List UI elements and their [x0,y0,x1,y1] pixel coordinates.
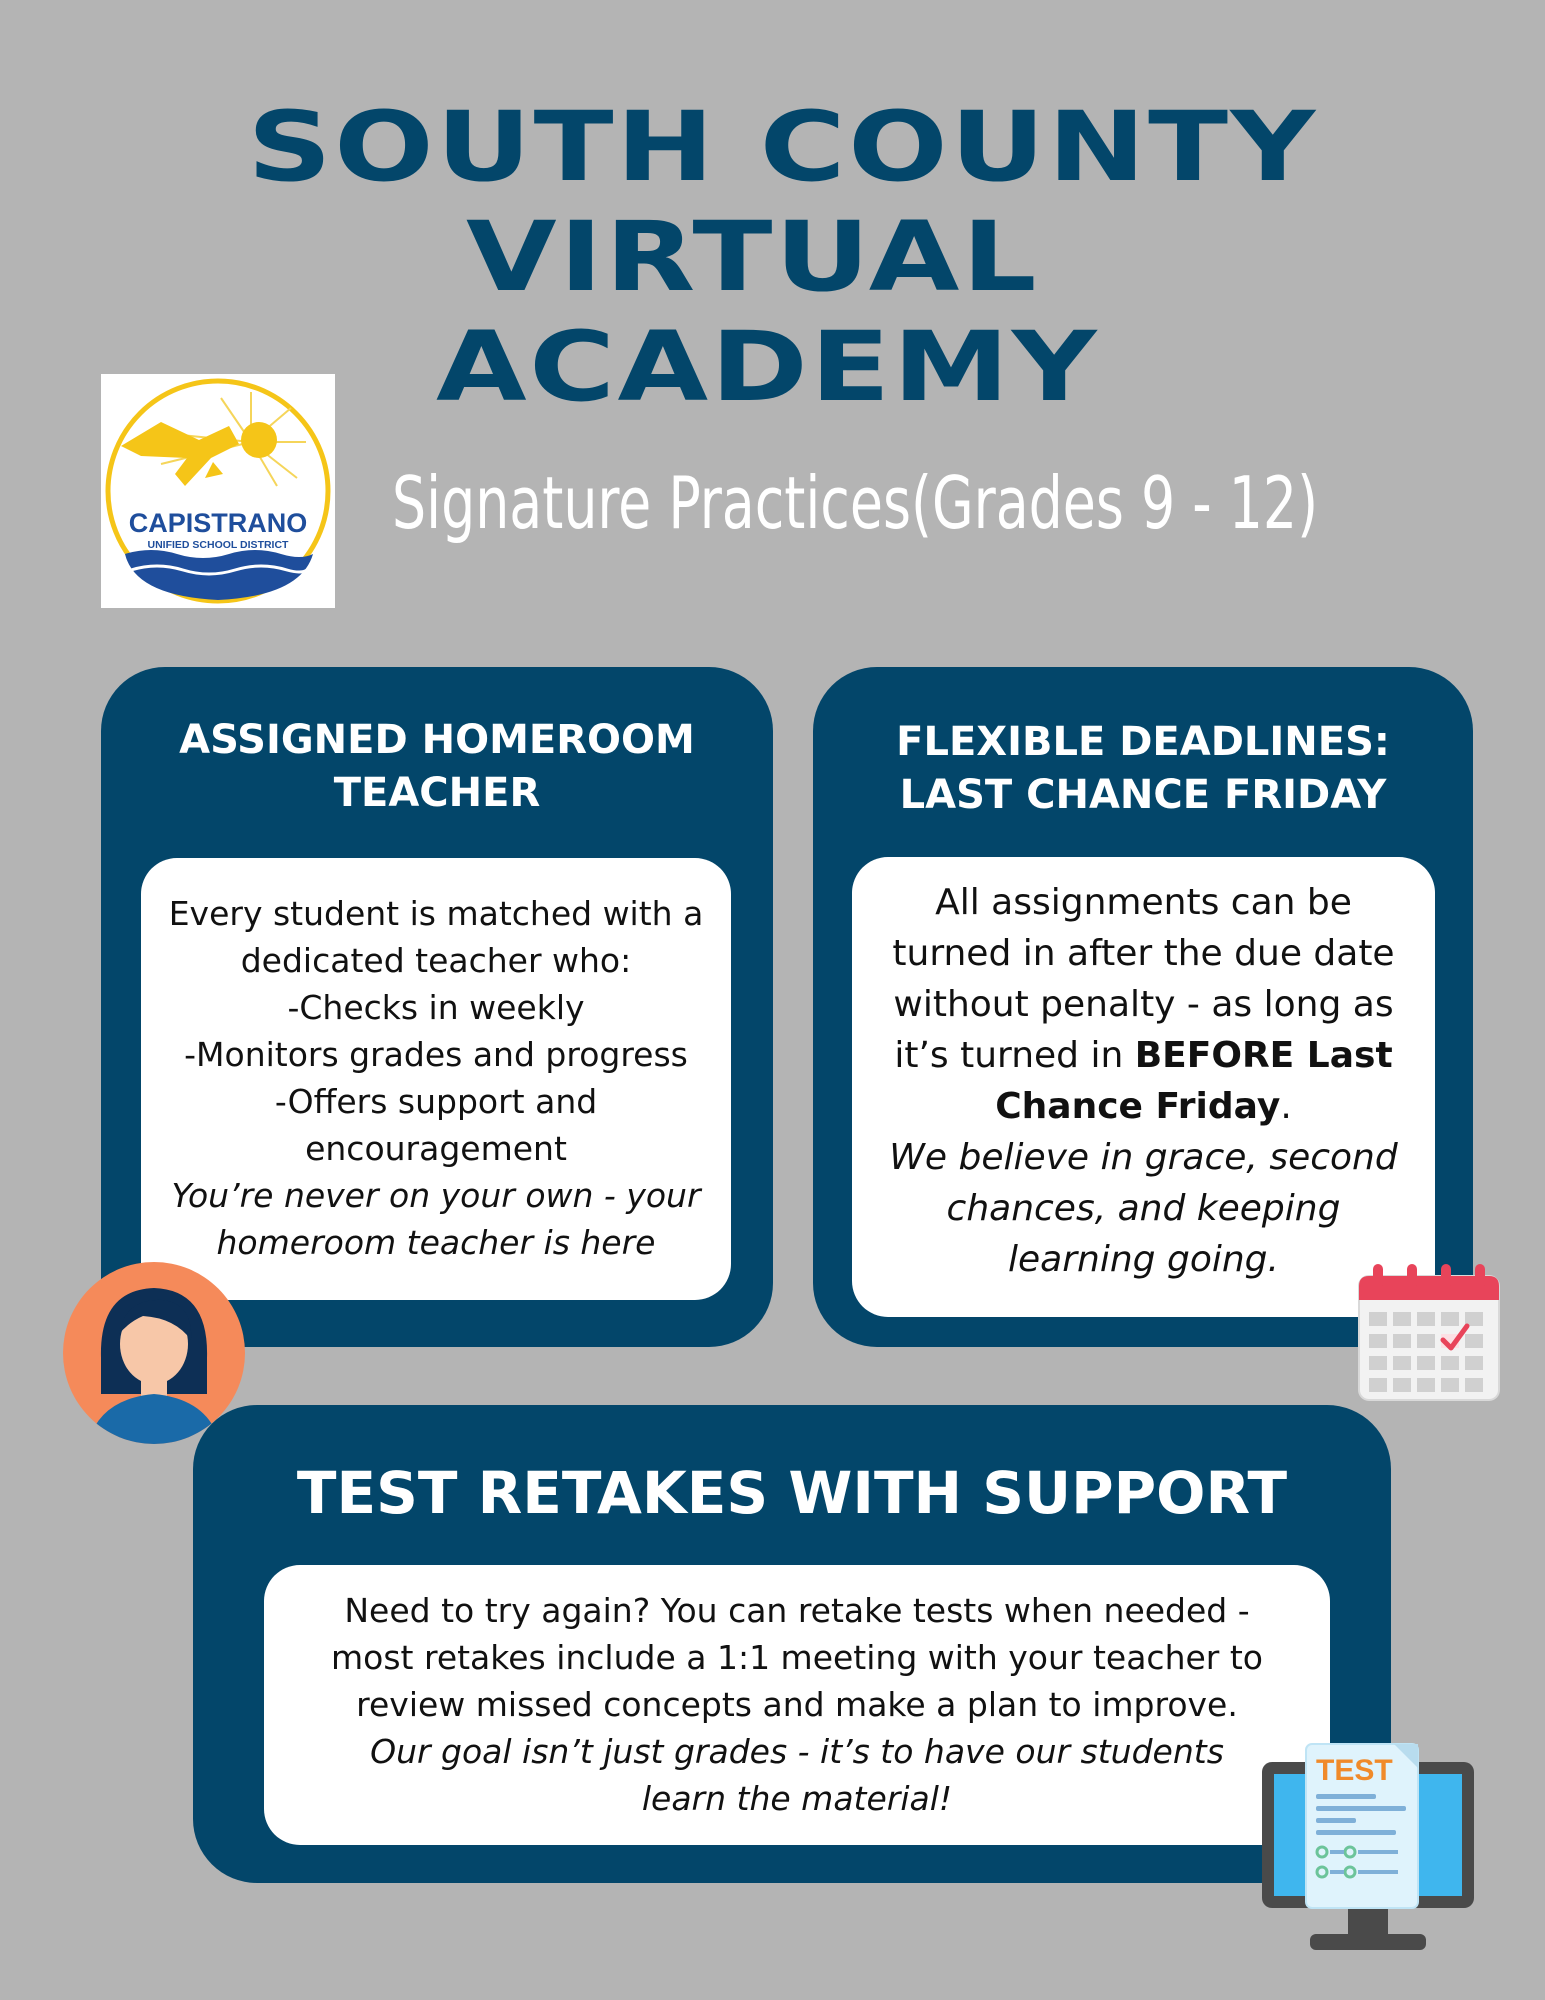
homeroom-card [141,858,731,1300]
test-monitor-icon [1258,1738,1478,1956]
homeroom-line: -Monitors grades and progress [184,1035,688,1074]
retakes-italic-line: learn the material! [641,1779,953,1818]
deadlines-card [852,857,1435,1317]
capistrano-logo [101,374,335,608]
title-line-1: SOUTH COUNTY [247,91,1318,203]
title-line-3: ACADEMY [436,311,1099,423]
test-label: TEST [1316,1754,1393,1787]
subtitle: Signature Practices(Grades 9 - 12) [392,461,1319,545]
bird-sun-logo [101,374,335,608]
homeroom-line: encouragement [305,1129,567,1168]
deadlines-line4-prefix: it’s turned in [894,1035,1135,1076]
deadlines-line5-suffix: . [1280,1086,1292,1127]
deadlines-line-4 [852,1030,1435,1081]
deadlines-italic-line: learning going. [1008,1239,1279,1280]
teacher-avatar-icon [63,1262,245,1444]
deadlines-italic-line: chances, and keeping [946,1188,1341,1229]
deadlines-italic-line: We believe in grace, second [889,1137,1398,1178]
deadlines-line5-bold: Chance Friday [995,1086,1281,1127]
deadlines-line4-bold: BEFORE Last [1134,1035,1393,1076]
logo-name: CAPISTRANO [128,508,308,538]
logo-district: UNIFIED SCHOOL DISTRICT [147,539,289,551]
homeroom-line: Every student is matched with a [168,894,704,933]
deadlines-line-5 [852,1081,1435,1132]
homeroom-italic-line: You’re never on your own - your [171,1176,701,1215]
deadlines-line: without penalty - as long as [893,984,1394,1025]
calendar-icon [1355,1260,1503,1406]
deadlines-title [813,716,1473,822]
title-line-2: VIRTUAL [466,201,1039,313]
homeroom-title [101,714,773,820]
retakes-italic-line: Our goal isn’t just grades - it’s to have our students [370,1732,1224,1771]
deadlines-line: All assignments can be [935,882,1352,923]
deadlines-line: turned in after the due date [892,933,1395,974]
retakes-line: most retakes include a 1:1 meeting with your teacher to [331,1638,1263,1677]
retakes-line: Need to try again? You can retake tests when needed - [344,1591,1250,1630]
deadlines-title-line2: LAST CHANCE FRIDAY [899,772,1387,818]
homeroom-line: -Offers support and [274,1082,598,1121]
homeroom-italic-line: homeroom teacher is here [216,1223,656,1262]
retakes-title: TEST RETAKES WITH SUPPORT [296,1459,1288,1527]
homeroom-line: -Checks in weekly [287,988,585,1027]
homeroom-title-line1: ASSIGNED HOMEROOM [179,717,695,763]
homeroom-title-line2: TEACHER [333,770,541,816]
deadlines-title-line1: FLEXIBLE DEADLINES: [896,719,1390,765]
homeroom-line: dedicated teacher who: [240,941,632,980]
retakes-line: review missed concepts and make a plan to improve. [356,1685,1238,1724]
retakes-card [264,1565,1330,1845]
